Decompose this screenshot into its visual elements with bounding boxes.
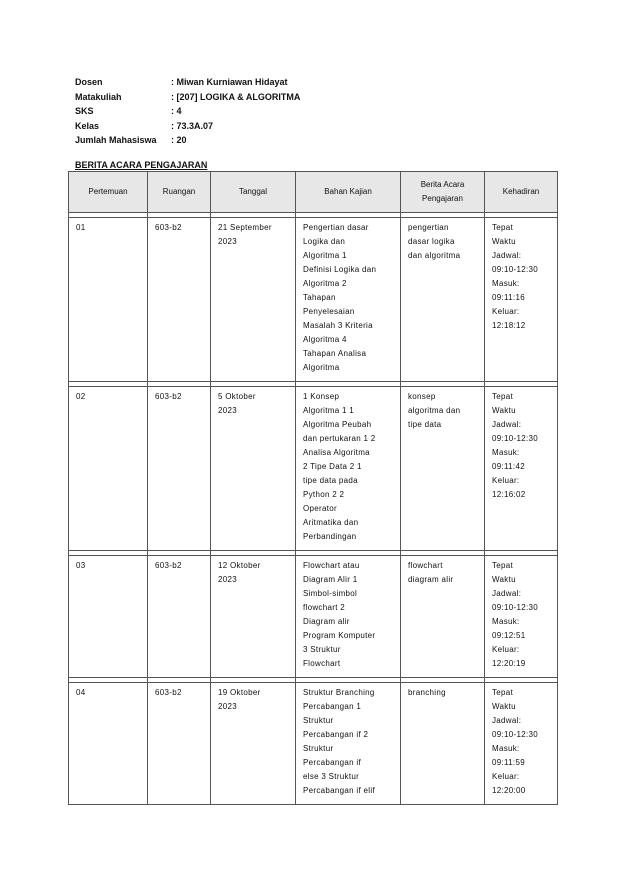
header-kehadiran: Kehadiran [485, 172, 558, 213]
cell-line: Waktu [492, 702, 516, 711]
cell-line: 1 Konsep [303, 392, 340, 401]
cell-berita-acara [401, 683, 485, 805]
info-value: : 20 [171, 135, 187, 145]
cell-line: Struktur [303, 744, 334, 753]
cell-line: 2 Tipe Data 2 1 [303, 462, 362, 471]
cell-line: 09:12:51 [492, 631, 526, 640]
cell-line: Masalah 3 Kriteria [303, 321, 373, 330]
cell-kehadiran [485, 218, 558, 382]
cell-line: Analisa Algoritma [303, 448, 370, 457]
cell-line: tipe data [408, 420, 442, 429]
cell-line: branching [408, 688, 446, 697]
cell-line: Keluar: [492, 772, 520, 781]
cell-line: Definisi Logika dan [303, 265, 377, 274]
attendance-table [68, 171, 558, 805]
cell-line: Tepat [492, 223, 514, 232]
table-row [69, 218, 558, 382]
cell-line: Tahapan Analisa [303, 349, 367, 358]
cell-line: Aritmatika dan [303, 518, 359, 527]
cell-line: 603-b2 [155, 392, 182, 401]
cell-pertemuan [69, 556, 148, 678]
cell-bahan-kajian [296, 218, 401, 382]
cell-line: Flowchart [303, 659, 341, 668]
cell-berita-acara [401, 556, 485, 678]
cell-line: Masuk: [492, 744, 520, 753]
cell-line: Masuk: [492, 279, 520, 288]
cell-tanggal [211, 218, 296, 382]
cell-berita-acara [401, 218, 485, 382]
cell-line: 19 Oktober [218, 688, 261, 697]
cell-line: 2023 [218, 575, 237, 584]
cell-line: Tahapan [303, 293, 336, 302]
cell-tanggal [211, 387, 296, 551]
cell-line: Program Komputer [303, 631, 376, 640]
table-body [69, 213, 558, 805]
cell-ruangan [148, 387, 211, 551]
cell-kehadiran [485, 387, 558, 551]
cell-line: else 3 Struktur [303, 772, 360, 781]
cell-line: 12:18:12 [492, 321, 526, 330]
table-row [69, 387, 558, 551]
info-label: Matakuliah [75, 91, 122, 102]
cell-kehadiran [485, 683, 558, 805]
cell-line: Algoritma 2 [303, 279, 347, 288]
cell-line: Tepat [492, 392, 514, 401]
cell-line: Algoritma 1 1 [303, 406, 355, 415]
cell-line: 09:11:59 [492, 758, 525, 767]
info-row-dosen [75, 75, 300, 90]
cell-ruangan [148, 556, 211, 678]
info-row-matakuliah [75, 90, 300, 105]
cell-line: 12:16:02 [492, 490, 526, 499]
cell-line: Masuk: [492, 448, 520, 457]
cell-line: 01 [76, 223, 86, 232]
cell-line: Simbol-simbol [303, 589, 358, 598]
cell-line: 3 Struktur [303, 645, 341, 654]
cell-pertemuan [69, 683, 148, 805]
cell-line: algoritma dan [408, 406, 461, 415]
cell-line: 603-b2 [155, 561, 182, 570]
table-header-row [69, 172, 558, 213]
cell-bahan-kajian [296, 683, 401, 805]
cell-line: Tepat [492, 688, 514, 697]
cell-line: Struktur Branching [303, 688, 375, 697]
cell-line: Flowchart atau [303, 561, 360, 570]
cell-line: Python 2 2 [303, 490, 345, 499]
cell-line: Struktur [303, 716, 334, 725]
cell-line: Keluar: [492, 645, 520, 654]
cell-line: Algoritma 1 [303, 251, 347, 260]
cell-line: Percabangan if 2 [303, 730, 369, 739]
cell-line: 04 [76, 688, 86, 697]
cell-bahan-kajian [296, 387, 401, 551]
cell-line: 09:10-12:30 [492, 730, 539, 739]
cell-line: 603-b2 [155, 223, 182, 232]
info-label: Dosen [75, 77, 103, 87]
cell-pertemuan [69, 218, 148, 382]
cell-line: 603-b2 [155, 688, 182, 697]
cell-line: Operator [303, 504, 337, 513]
header-berita-acara: Berita Acara Pengajaran [401, 172, 485, 213]
cell-line: 5 Oktober [218, 392, 256, 401]
cell-line: Keluar: [492, 307, 520, 316]
cell-line: tipe data pada [303, 476, 358, 485]
cell-line: pengertian [408, 223, 449, 232]
cell-line: 12:20:00 [492, 786, 526, 795]
table-row [69, 683, 558, 805]
header-bahan-kajian: Bahan Kajian [296, 172, 401, 213]
cell-line: Jadwal: [492, 420, 522, 429]
cell-line: 2023 [218, 237, 237, 246]
header-tanggal: Tanggal [211, 172, 296, 213]
cell-kehadiran [485, 556, 558, 678]
cell-ruangan [148, 683, 211, 805]
cell-line: 2023 [218, 702, 237, 711]
cell-line: Jadwal: [492, 716, 522, 725]
cell-line: Percabangan if elif [303, 786, 375, 795]
cell-line: 09:11:42 [492, 462, 525, 471]
cell-line: Pengertian dasar [303, 223, 369, 232]
info-row-kelas [75, 119, 300, 134]
info-row-jumlah-mahasiswa [75, 133, 300, 148]
cell-line: Algoritma Peubah [303, 420, 372, 429]
cell-berita-acara [401, 387, 485, 551]
cell-line: Tepat [492, 561, 514, 570]
section-title: BERITA ACARA PENGAJARAN [75, 160, 208, 170]
cell-line: Waktu [492, 406, 516, 415]
cell-line: 09:11:16 [492, 293, 525, 302]
cell-line: Percabangan 1 [303, 702, 362, 711]
cell-bahan-kajian [296, 556, 401, 678]
info-label: Kelas [75, 120, 100, 131]
cell-line: dan algoritma [408, 251, 461, 260]
cell-ruangan [148, 218, 211, 382]
cell-line: Jadwal: [492, 589, 522, 598]
cell-line: 12 Oktober [218, 561, 261, 570]
cell-line: 03 [76, 561, 86, 570]
info-value: : 73.3A.07 [171, 120, 214, 131]
cell-line: dasar logika [408, 237, 455, 246]
cell-line: 09:10-12:30 [492, 434, 539, 443]
cell-line: diagram alir [408, 575, 454, 584]
info-value: : Miwan Kurniawan Hidayat [171, 77, 288, 87]
header-pertemuan: Pertemuan [69, 172, 148, 213]
cell-line: Diagram Alir 1 [303, 575, 358, 584]
info-label: Jumlah Mahasiswa [75, 135, 157, 145]
cell-line: Waktu [492, 237, 516, 246]
cell-line: 09:10-12:30 [492, 265, 539, 274]
cell-tanggal [211, 683, 296, 805]
cell-tanggal [211, 556, 296, 678]
cell-line: Masuk: [492, 617, 520, 626]
cell-line: flowchart [408, 561, 443, 570]
info-row-sks [75, 104, 300, 119]
info-value: : [207] LOGIKA & ALGORITMA [171, 91, 301, 102]
cell-line: 2023 [218, 406, 237, 415]
cell-line: Penyelesaian [303, 307, 355, 316]
cell-line: dan pertukaran 1 2 [303, 434, 376, 443]
cell-line: konsep [408, 392, 436, 401]
course-info [75, 75, 300, 148]
table-row [69, 556, 558, 678]
cell-line: Algoritma [303, 363, 340, 372]
cell-line: Diagram alir [303, 617, 350, 626]
cell-line: Jadwal: [492, 251, 522, 260]
cell-line: Algoritma 4 [303, 335, 347, 344]
cell-line: 21 September [218, 223, 272, 232]
cell-line: flowchart 2 [303, 603, 345, 612]
cell-line: 09:10-12:30 [492, 603, 539, 612]
cell-line: Keluar: [492, 476, 520, 485]
cell-line: Waktu [492, 575, 516, 584]
header-ruangan: Ruangan [148, 172, 211, 213]
cell-pertemuan [69, 387, 148, 551]
cell-line: 12:20:19 [492, 659, 526, 668]
cell-line: Perbandingan [303, 532, 357, 541]
cell-line: Logika dan [303, 237, 346, 246]
cell-line: Percabangan if [303, 758, 362, 767]
cell-line: 02 [76, 392, 86, 401]
info-value: : 4 [171, 106, 182, 116]
info-label: SKS [75, 106, 94, 116]
